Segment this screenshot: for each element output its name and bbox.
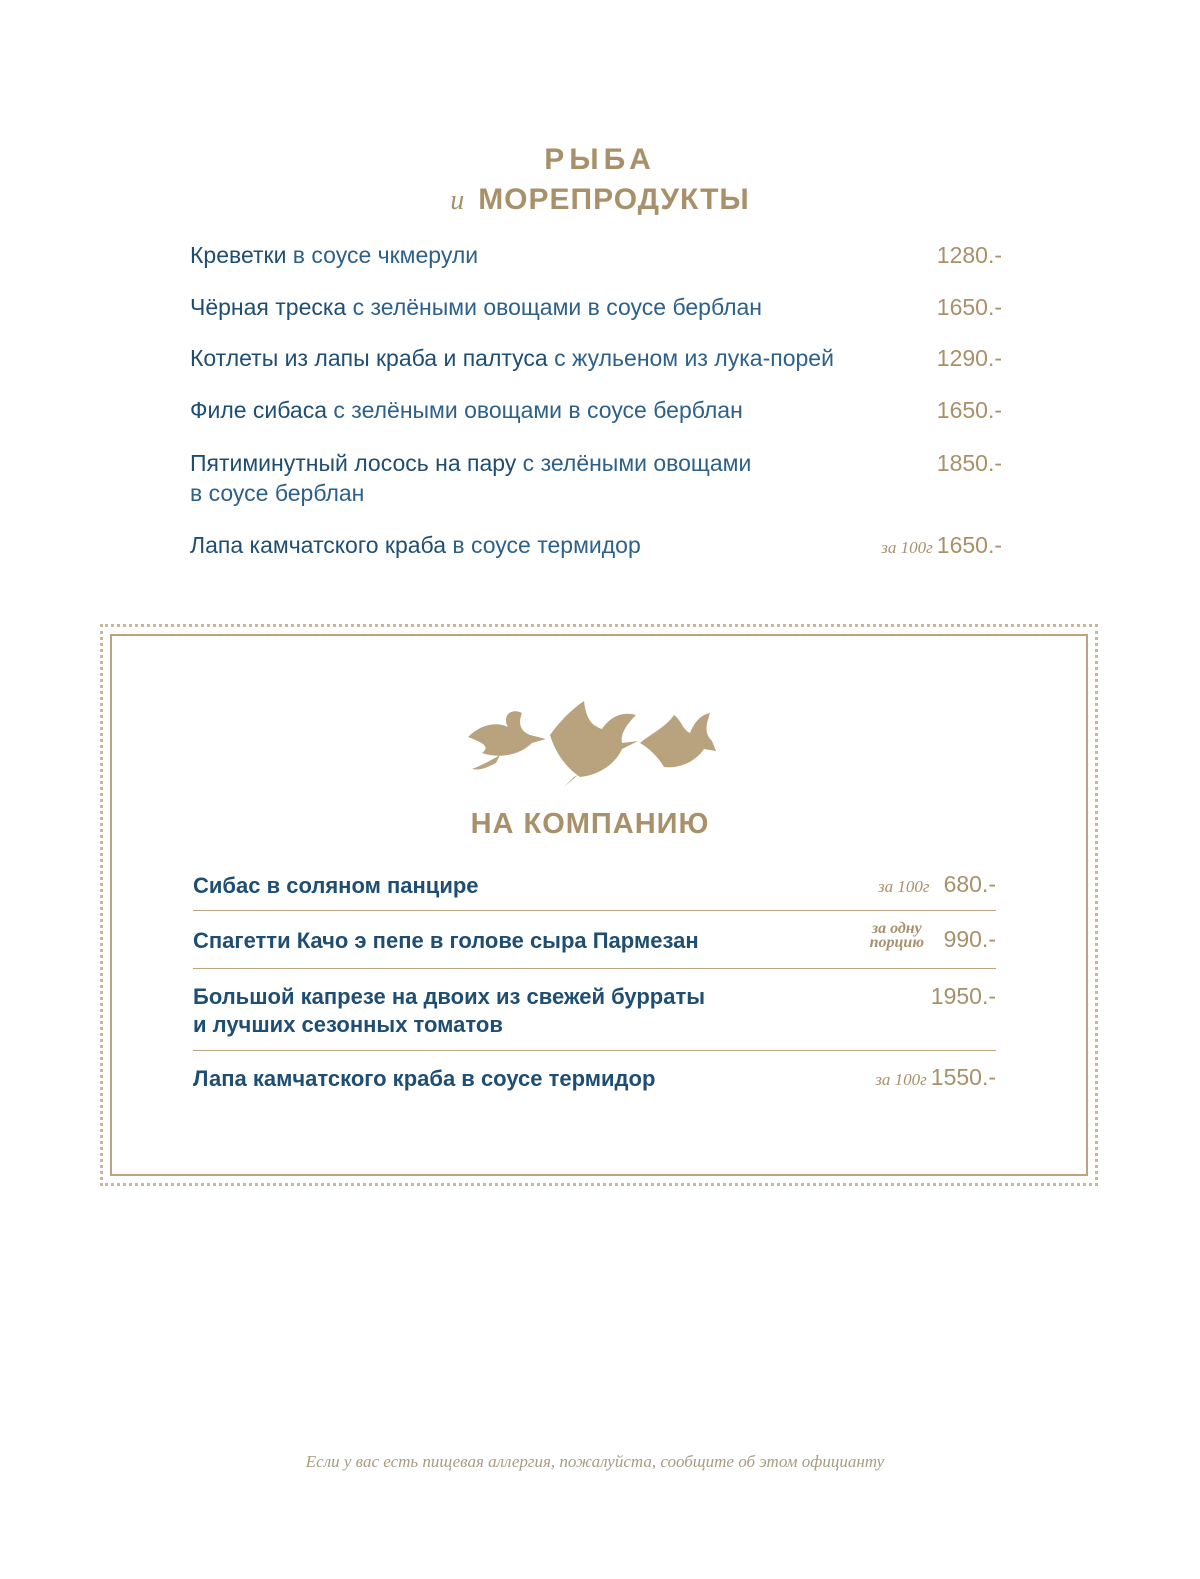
dish-price: 1950.-	[930, 983, 996, 1009]
dish-price: 680.-	[943, 871, 996, 897]
dish-description: с зелёными овощами в соусе берблан	[327, 397, 743, 423]
dish-description: с зелёными овощами в соусе берблан	[346, 294, 763, 320]
price-unit-line1: за одну	[871, 920, 922, 937]
dish-name: Котлеты из лапы краба и палтуса	[190, 345, 548, 371]
dish-name: Спагетти Качо э пепе в голове сыра Пармезан	[193, 928, 699, 953]
section-title-conjunction: и	[450, 185, 465, 216]
dish-name: Креветки	[190, 242, 287, 268]
menu-item	[190, 240, 1002, 270]
menu-item	[193, 1065, 996, 1093]
dish-description: с зелёными овощами в соусе берблан	[190, 450, 752, 506]
dish-description: в соусе термидор	[446, 532, 641, 558]
item-divider	[193, 1050, 996, 1051]
dish-name: Чёрная треска	[190, 294, 347, 320]
section-title-word: МОРЕПРОДУКТЫ	[478, 183, 750, 216]
dish-name: Сибас в соляном панцире	[193, 873, 479, 898]
menu-item	[193, 872, 996, 900]
dish-name	[193, 983, 753, 1039]
dish-price-with-unit	[878, 870, 996, 901]
price-unit	[870, 922, 924, 950]
section-title-line1: РЫБА	[544, 143, 656, 176]
dish-price: 1650.-	[936, 294, 1002, 320]
menu-item	[193, 983, 996, 1039]
dish-description: в соусе чкмерули	[286, 242, 479, 268]
item-divider	[193, 968, 996, 969]
section-title-line2	[0, 183, 1200, 217]
dish-price: 990.-	[943, 926, 996, 952]
dish-price: 1650.-	[936, 397, 1002, 423]
dish-price-with-unit	[881, 530, 1002, 563]
allergy-footer-note: Если у вас есть пищевая аллергия, пожалуйста, сообщите об этом официанту	[305, 1452, 885, 1471]
menu-item	[190, 395, 1002, 425]
menu-item	[190, 448, 1002, 508]
dish-price: 1280.-	[936, 242, 1002, 268]
birds-illustration-icon	[460, 695, 720, 795]
dish-name-line2: и лучших сезонных томатов	[193, 1012, 503, 1037]
menu-item	[190, 530, 1002, 560]
price-unit: за 100г	[881, 538, 933, 557]
menu-item	[193, 920, 996, 955]
dish-price: 1290.-	[936, 345, 1002, 371]
dish-name: Лапа камчатского краба	[190, 532, 446, 558]
company-section-title: НА КОМПАНИЮ	[470, 808, 710, 840]
dish-price-with-unit	[875, 1063, 996, 1094]
dish-name: Филе сибаса	[190, 397, 328, 423]
price-unit: за 100г	[875, 1070, 927, 1089]
dish-name: Лапа камчатского краба в соусе термидор	[193, 1066, 656, 1091]
price-unit-line2: порцию	[869, 934, 924, 951]
dish-description: с жульеном из лука-порей	[547, 345, 834, 371]
dish-price: 1550.-	[930, 1064, 996, 1090]
menu-item	[190, 343, 1002, 373]
dish-price: 1650.-	[936, 532, 1002, 558]
dish-price: 1850.-	[936, 450, 1002, 476]
dish-name-line1: Большой капрезе на двоих из свежей бурраты	[193, 984, 706, 1009]
dish-name: Пятиминутный лосось на пару	[190, 450, 517, 476]
price-unit: за 100г	[878, 877, 930, 896]
item-divider	[193, 910, 996, 911]
menu-item	[190, 292, 1002, 322]
